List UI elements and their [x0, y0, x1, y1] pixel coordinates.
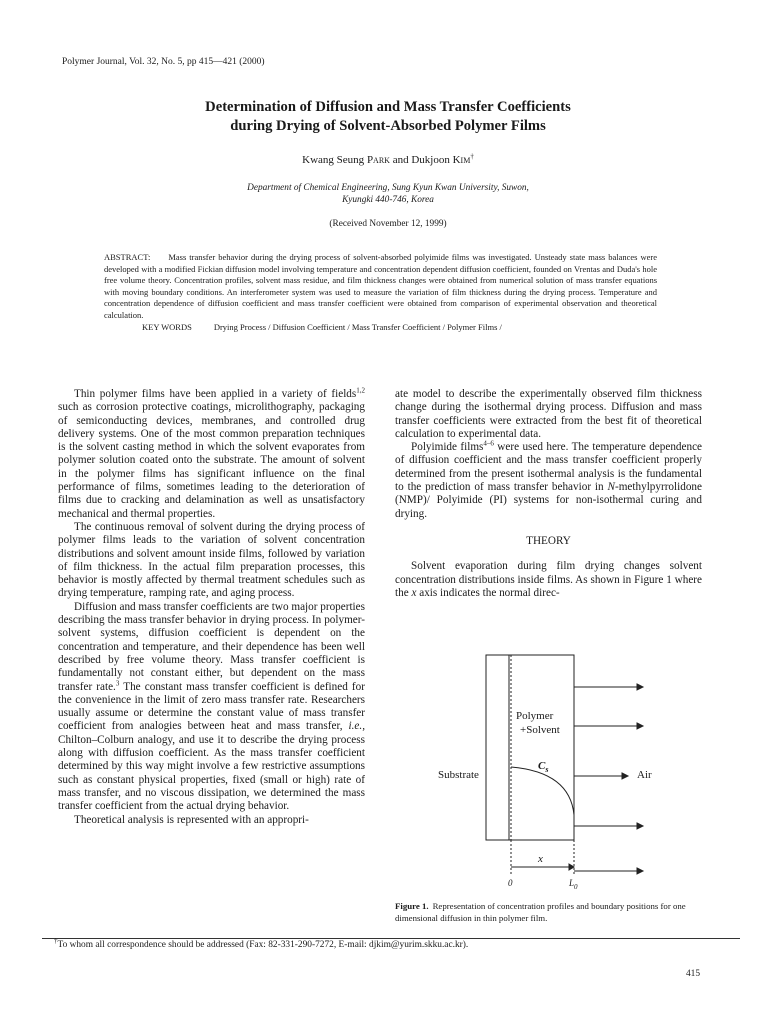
arrow-head [637, 723, 643, 729]
author-1-family: Park [366, 154, 390, 166]
label-solvent: +Solvent [520, 724, 560, 736]
section-heading-theory: THEORY [526, 534, 571, 547]
author-list [62, 154, 714, 166]
label-cs [538, 760, 548, 774]
text-run: such as corrosion protective coatings, microlithography, packaging of semiconducting devices, membranes, and controlled drug delivery systems. One of the most common preparation techniques is the solvent casting method in which the solvent evaporates from polymer solution coated onto the substrate. The amount of solvent in the polymer films has significant influence on the final performance of films, sometimes leading to the deterioration of films due to cracking and delamination as well as unsatisfactory mechanical and thermal properties. [58, 401, 365, 520]
author-1-given: Kwang Seung [302, 154, 367, 166]
caption-label: Figure 1. [395, 901, 429, 911]
paragraph: ate model to describe the experimentally observed film thickness change during the isothermal drying process. Diffusion and mass transfer coefficients were extracted from the best fit of theoretical calculation to experimental data. [395, 388, 702, 440]
text-run-italic: i.e., [348, 720, 365, 733]
paper-title [62, 98, 714, 136]
keywords-label: KEY WORDS [142, 321, 192, 332]
paragraph [395, 560, 702, 600]
abstract-text: Mass transfer behavior during the drying process of solvent-absorbed polyimide films was investigated. Unsteady state mass balances were developed with a modified Fickian diffusion model involving temperature and concentration dependent diffusion coefficient, founded on Vrentas and Duda's hole free volume theory. Concentration profiles, solvent mass residue, and film thickness changes were obtained from numerical solution of mass transfer equations with moving boundary conditions. An interferometer system was used to measure the variation of film thickness during the drying process. Temperature and concentration dependence of diffusion coefficient and mass transfer coefficient were obtained from comparison of experimental observation and theoretical calculation. [104, 252, 657, 320]
cs-symbol: C [538, 760, 546, 772]
text-run: Chilton–Colburn analogy, and use it to describe the drying process along with diffusion coefficient. As the mass transfer coefficient determined by this way might involve a few restrictive assumptions such as constant physical properties, fixed (small or high) rate of mass transfer, and no viscous dissipation, we determined the mass transfer coefficient from the actual drying behavior. [58, 733, 365, 813]
journal-citation: Polymer Journal, Vol. 32, No. 5, pp 415—421 (2000) [62, 57, 265, 67]
concentration-profile-curve [511, 767, 574, 815]
keywords-text: Drying Process / Diffusion Coefficient / Mass Transfer Coefficient / Polymer Films / [213, 321, 502, 332]
text-run: The constant mass transfer coefficient is defined for the convenience in the limit of zero mass transfer rate. Researchers usually assume or determine the constant value of mass transfer coefficient from analogies between heat and mass transfer, [58, 680, 365, 733]
text-run: Solvent evaporation during film drying changes solvent concentration distributions inside films. As shown in Figure 1 where the [395, 560, 702, 599]
arrow-head [637, 684, 643, 690]
l0-subscript: 0 [574, 882, 578, 891]
figure-1 [432, 650, 662, 895]
caption-text: Representation of concentration profiles and boundary positions for one dimensional diffusion in thin polymer film. [395, 901, 686, 923]
film-box [486, 655, 574, 840]
footnote-divider [42, 938, 740, 939]
l0-symbol: L [569, 878, 575, 888]
affiliation-line-2: Kyungki 440-746, Korea [342, 195, 434, 205]
label-x: x [538, 853, 543, 865]
footnote-text: To whom all correspondence should be addressed (Fax: 82-331-290-7272, E-mail: djkim@yurim.skku.ac.kr). [57, 940, 469, 950]
author-2-given: Dukjoon [411, 154, 453, 166]
citation-ref: 1,2 [356, 386, 365, 395]
left-column [58, 388, 365, 827]
right-column [395, 388, 702, 600]
citation-ref: 4–6 [483, 439, 494, 448]
author-2-family: Kim [452, 154, 471, 166]
text-run-italic: N [607, 481, 615, 494]
figure-1-caption [395, 901, 702, 924]
text-run-italic: x [411, 586, 417, 599]
footnote [54, 936, 469, 950]
text-run: Polyimide films [411, 441, 484, 454]
paragraph: Theoretical analysis is represented with an appropri- [74, 813, 309, 826]
keywords-line [142, 322, 657, 334]
x-axis-arrow-head [569, 864, 574, 870]
arrow-head [637, 823, 643, 829]
abstract-label: ABSTRACT: [104, 252, 151, 262]
text-run: Thin polymer films have been applied in a variety of fields [74, 388, 357, 400]
text-run: were used here. The temperature dependence of diffusion coefficient and the mass transfer coefficient properly determined from the present isothermal analysis is the fundamental to the prediction of mass transfer behavior in [395, 441, 702, 494]
title-line-1: Determination of Diffusion and Mass Transfer Coefficients [205, 99, 571, 115]
affiliation [62, 182, 714, 206]
title-line-2: during Drying of Solvent-Absorbed Polymer Films [230, 118, 546, 134]
text-run: Diffusion and mass transfer coefficients are two major properties describing the mass transfer behavior in drying process. In polymer-solvent systems, diffusion coefficient is dependent on the concentration and temperature, and their dependence has been well described by free volume theory. Mass transfer coefficient is fundamentally not constant either, but dependent on the mass transfer rate. [58, 600, 365, 693]
label-zero: 0 [508, 878, 513, 888]
paragraph [395, 441, 702, 521]
affiliation-line-1: Department of Chemical Engineering, Sung Kyun Kwan University, Suwon, [247, 183, 529, 193]
text-run: axis indicates the normal direc- [416, 586, 560, 599]
text-run: -methylpyrrolidone (NMP)/ Polyimide (PI) systems for non-isothermal curing and drying. [395, 481, 702, 520]
page-number: 415 [685, 969, 700, 979]
citation-ref: 3 [115, 678, 120, 687]
label-substrate: Substrate [438, 769, 479, 781]
cs-subscript: s [545, 765, 549, 775]
paragraph: The continuous removal of solvent during the drying process of polymer films leads to the variation of solvent concentration distributions and solvent amount inside films, followed by variation of film thickness. In the actual film preparation processes, this behavior is mostly affected by thermal treatment schedules such as drying temperature, ramping rate, and aging process. [58, 520, 365, 600]
label-l0 [569, 878, 578, 891]
paragraph [58, 388, 365, 521]
corresponding-dagger: † [470, 152, 474, 161]
arrow-head [622, 773, 628, 779]
label-polymer: Polymer [516, 710, 554, 722]
footnote-dagger: † [54, 936, 58, 945]
abstract-block [104, 252, 657, 333]
label-air: Air [637, 769, 652, 781]
arrow-head [637, 868, 643, 874]
author-conjunction: and [389, 154, 412, 166]
paragraph [58, 601, 365, 814]
received-date: (Received November 12, 1999) [329, 219, 447, 229]
